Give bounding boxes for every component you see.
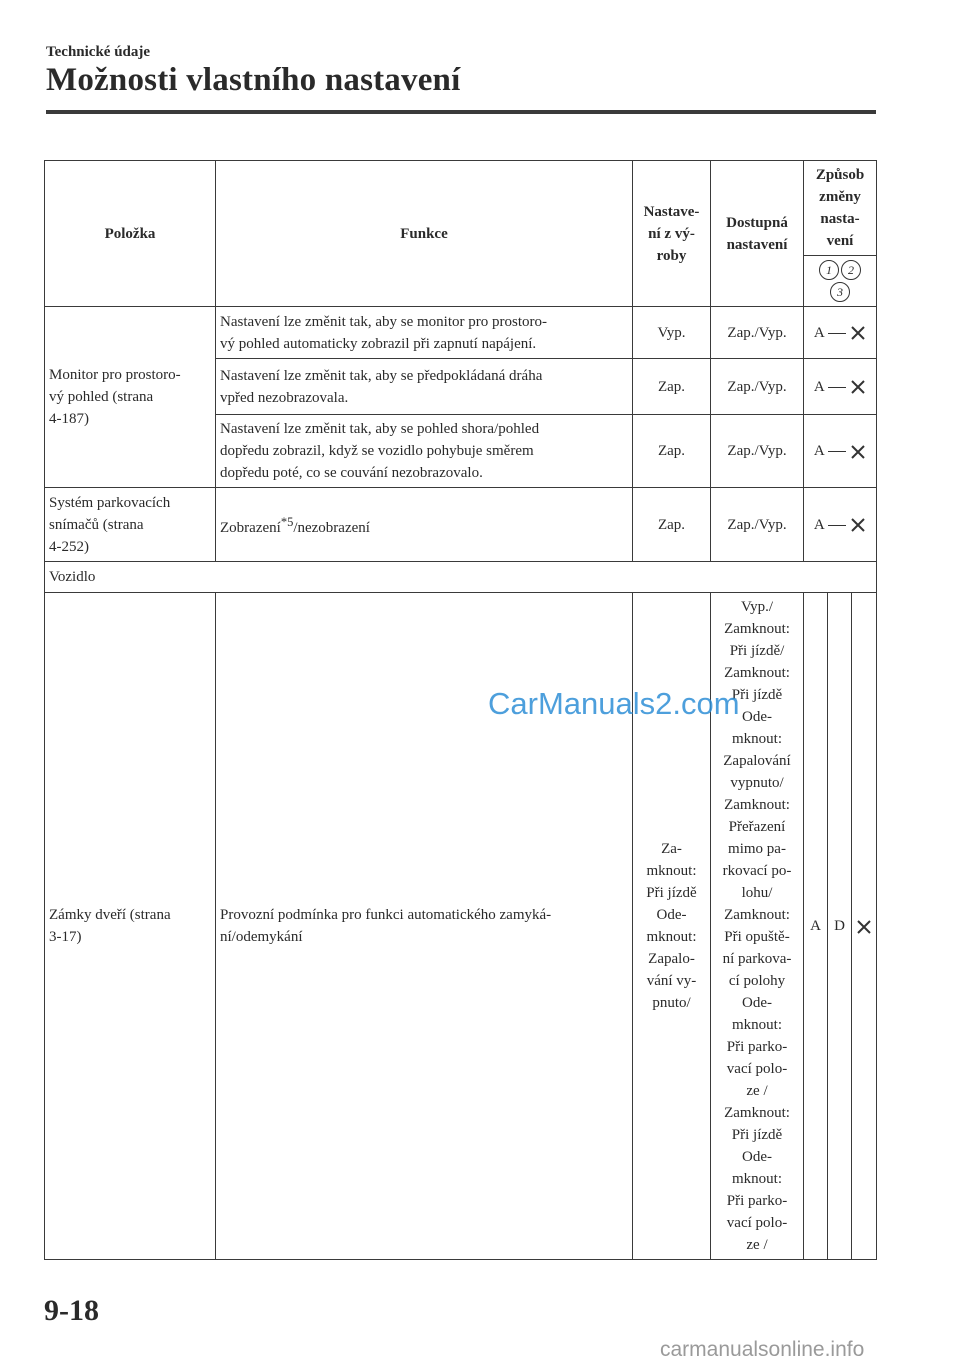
method-1-cell: A: [804, 593, 828, 1260]
function-cell: Nastavení lze změnit tak, aby se předpokládaná dráha vpřed nezobrazovala.: [216, 359, 633, 415]
factory-cell: Za- mknout: Při jízdě Ode- mknout: Zapalo- vání vy- pnuto/: [633, 593, 711, 1260]
footnote-ref: *5: [280, 514, 294, 529]
method-2-cell: D: [828, 593, 852, 1260]
circled-3-icon: 3: [830, 282, 850, 302]
header-available: Dostupná nastavení: [711, 161, 804, 307]
cross-icon: [850, 325, 866, 341]
factory-cell: Zap.: [633, 359, 711, 415]
available-cell: Zap./Vyp.: [711, 488, 804, 562]
method-a: A: [813, 324, 825, 341]
cross-icon: [850, 379, 866, 395]
method-a: A: [813, 443, 825, 459]
factory-cell: Zap.: [633, 415, 711, 488]
available-cell: Zap./Vyp.: [711, 415, 804, 488]
factory-cell: Zap.: [633, 488, 711, 562]
available-cell: Vyp./ Zamknout: Při jízdě/ Zamknout: Při jízdě Ode- mknout: Zapalování vypnuto/ Zamknout: Přeřazení mimo pa- rkovací po- lohu/ Zamknout: Při opuště- ní parkova- cí polohy Ode- mknout: Při parko- vací polo- ze / Zamknout: Při jízdě Ode- mknout: Při parko- vací polo- ze /: [711, 593, 804, 1260]
header-function: Funkce: [216, 161, 633, 307]
function-cell: Nastavení lze změnit tak, aby se monitor pro prostoro- vý pohled automaticky zobrazil při zapnutí napájení.: [216, 307, 633, 359]
watermark: CarManuals2.com: [488, 686, 740, 721]
function-cell: Zobrazení$^{*5}$/nezobrazení: [216, 488, 633, 562]
method-icons: [804, 256, 877, 307]
method-cell: [804, 415, 877, 488]
title-rule: [46, 110, 876, 114]
cross-icon: [856, 919, 872, 935]
dash-icon: [828, 333, 846, 334]
header-method: Způsob změny nasta- vení: [804, 161, 877, 256]
function-cell: Nastavení lze změnit tak, aby se pohled shora/pohled dopředu zobrazil, když se vozidlo pohybuje směrem dopředu poté, co se couvání nezobrazovalo.: [216, 415, 633, 488]
dash-icon: [828, 451, 846, 452]
method-cell: [804, 359, 877, 415]
section-label: Technické údaje: [46, 44, 151, 60]
page-title: Možnosti vlastního nastavení: [46, 62, 461, 98]
group-vozidlo: Vozidlo: [45, 562, 877, 593]
circled-2-icon: 2: [841, 260, 861, 280]
item-door-locks: Zámky dveří (strana 3-17): [45, 593, 216, 1260]
header-item: Položka: [45, 161, 216, 307]
dash-icon: [828, 387, 846, 388]
factory-cell: Vyp.: [633, 307, 711, 359]
method-a: A: [813, 516, 825, 533]
cross-icon: [850, 444, 866, 460]
available-cell: Zap./Vyp.: [711, 359, 804, 415]
method-3-cell: [852, 593, 877, 1260]
settings-table: [44, 160, 877, 1260]
page-number: 9-18: [44, 1294, 99, 1327]
item-monitor: Monitor pro prostoro- vý pohled (strana 4-187): [45, 307, 216, 488]
item-parking: Systém parkovacích snímačů (strana 4-252): [45, 488, 216, 562]
circled-1-icon: 1: [819, 260, 839, 280]
header-factory: Nastave- ní z vý- roby: [633, 161, 711, 307]
method-a: A: [813, 378, 825, 395]
footer-watermark: carmanualsonline.info: [660, 1338, 865, 1361]
function-cell: Provozní podmínka pro funkci automatického zamyká- ní/odemykání: [216, 593, 633, 1260]
available-cell: Zap./Vyp.: [711, 307, 804, 359]
method-cell: [804, 488, 877, 562]
dash-icon: [828, 525, 846, 526]
method-cell: [804, 307, 877, 359]
cross-icon: [850, 517, 866, 533]
